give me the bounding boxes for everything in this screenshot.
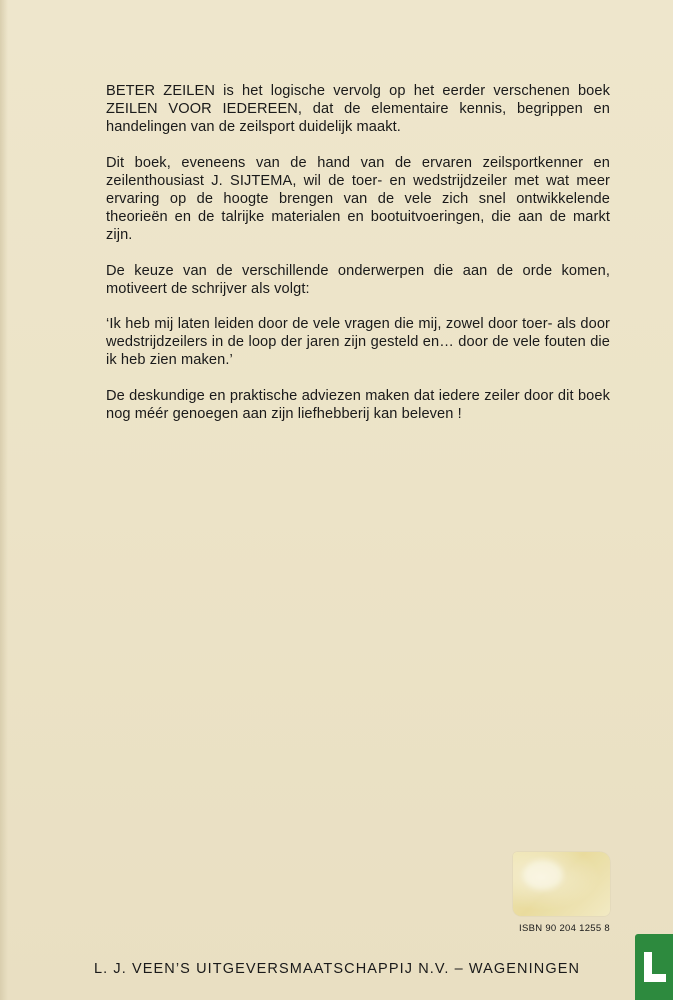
spine-shadow [0, 0, 8, 1000]
blurb-paragraph-1: BETER ZEILEN is het logische vervolg op het eerder verschenen boek ZEILEN VOOR IEDEREEN, dat de elementaire kennis, begrippen en handelingen van de zeilsport duidelijk maakt. [106, 83, 610, 136]
publisher-logo [635, 934, 673, 1000]
letter-l-logo-icon [644, 952, 666, 982]
blurb-paragraph-2: Dit boek, eveneens van de hand van de ervaren zeilsportkenner en zeilenthousiast J. SIJTEMA, wil de toer- en wedstrijdzeiler met wat meer ervaring op de hoogte brengen van de vele zich snel ontwikkelende theorieën en de talrijke materialen en bootuitvoeringen, die aan de markt zijn. [106, 154, 610, 244]
publisher-line: L. J. VEEN’S UITGEVERSMAATSCHAPPIJ N.V. – WAGENINGEN [93, 961, 581, 977]
blurb-paragraph-5: De deskundige en praktische adviezen maken dat iedere zeiler door dit boek nog méér genoegen aan zijn liefhebberij kan beleven ! [106, 387, 610, 422]
blurb-text [106, 82, 610, 440]
blurb-paragraph-4: ‘Ik heb mij laten leiden door de vele vragen die mij, zowel door toer- als door wedstrijdzeilers in de loop der jaren zijn gesteld en… door de vele fouten die ik heb zien maken.’ [106, 316, 610, 369]
price-sticker-residue [513, 852, 610, 916]
blurb-paragraph-3: De keuze van de verschillende onderwerpen die aan de orde komen, motiveert de schrijver als volgt: [106, 262, 610, 297]
isbn-number: ISBN 90 204 1255 8 [519, 923, 610, 934]
